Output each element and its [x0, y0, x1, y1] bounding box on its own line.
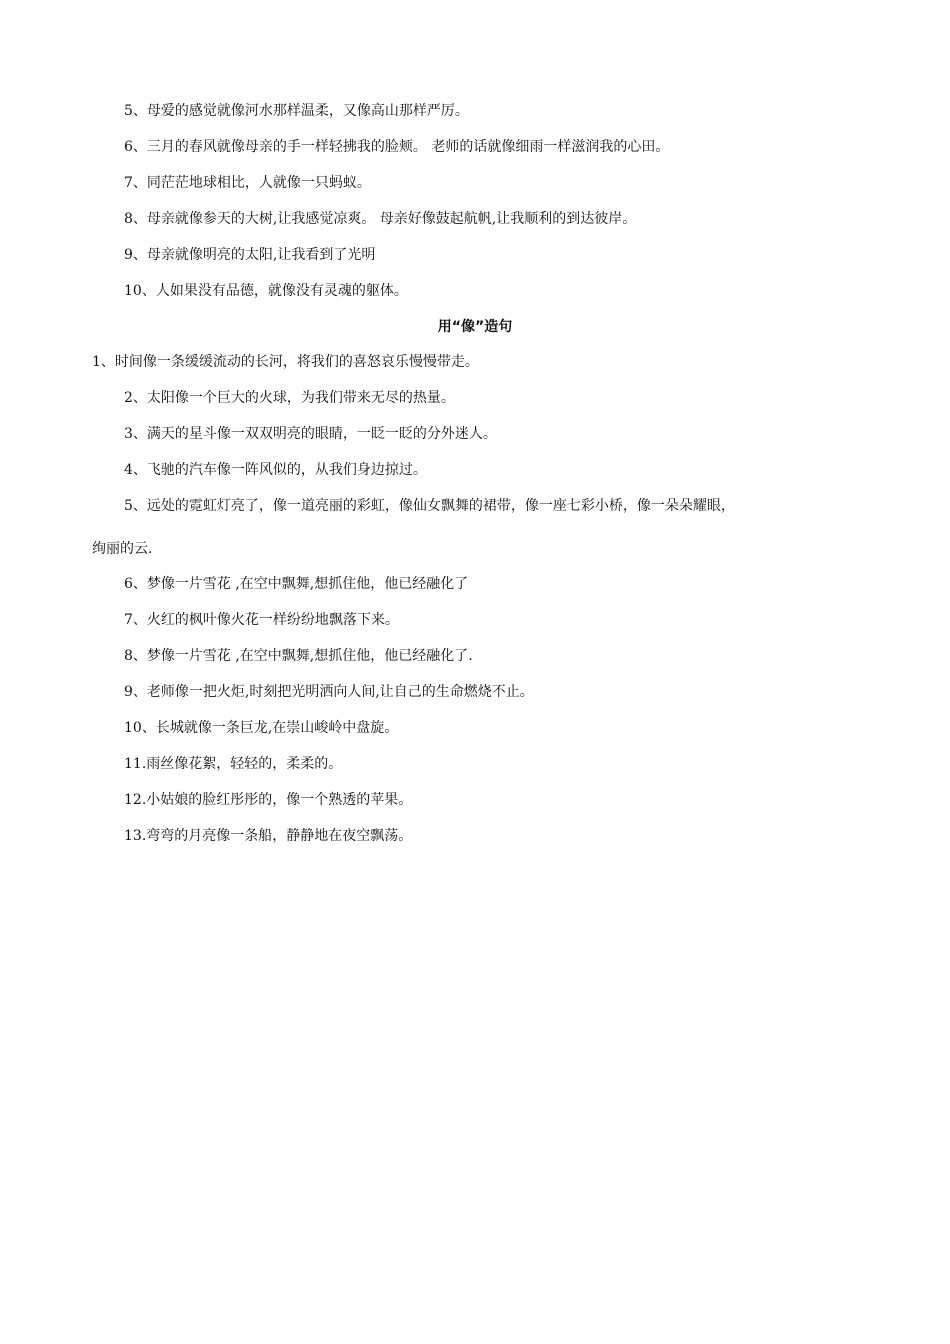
sentence-line: 7、火红的枫叶像火花一样纷纷地飘落下来。 — [124, 612, 399, 628]
sentence-line: 13.弯弯的月亮像一条船，静静地在夜空飘荡。 — [124, 828, 413, 844]
sentence-line: 5、远处的霓虹灯亮了，像一道亮丽的彩虹，像仙女飘舞的裙带，像一座七彩小桥，像一朵朵耀眼， — [124, 498, 735, 514]
sentence-line: 7、同茫茫地球相比，人就像一只蚂蚁。 — [124, 175, 371, 191]
sentence-line: 5、母爱的感觉就像河水那样温柔，又像高山那样严厉。 — [124, 103, 469, 119]
sentence-line: 2、太阳像一个巨大的火球，为我们带来无尽的热量。 — [124, 390, 455, 406]
sentence-line: 10、长城就像一条巨龙,在崇山峻岭中盘旋。 — [124, 720, 399, 736]
section-title: 用“像”造句 — [437, 319, 513, 335]
sentence-line-continuation: 绚丽的云. — [92, 541, 153, 557]
sentence-line: 3、满天的星斗像一双双明亮的眼睛，一眨一眨的分外迷人。 — [124, 426, 497, 442]
sentence-line: 4、飞驰的汽车像一阵风似的，从我们身边掠过。 — [124, 462, 427, 478]
sentence-line: 12.小姑娘的脸红彤彤的，像一个熟透的苹果。 — [124, 792, 413, 808]
sentence-line: 10、人如果没有品德，就像没有灵魂的躯体。 — [124, 283, 408, 299]
sentence-line: 1、时间像一条缓缓流动的长河，将我们的喜怒哀乐慢慢带走。 — [92, 354, 479, 370]
sentence-line: 8、梦像一片雪花 ,在空中飘舞,想抓住他，他已经融化了. — [124, 648, 473, 664]
sentence-line: 6、三月的春风就像母亲的手一样轻拂我的脸颊。 老师的话就像细雨一样滋润我的心田。 — [124, 139, 670, 155]
sentence-line: 9、母亲就像明亮的太阳,让我看到了光明 — [124, 247, 376, 263]
sentence-line: 11.雨丝像花絮，轻轻的，柔柔的。 — [124, 756, 343, 772]
sentence-line: 9、老师像一把火炬,时刻把光明洒向人间,让自己的生命燃烧不止。 — [124, 684, 534, 700]
sentence-line: 6、梦像一片雪花 ,在空中飘舞,想抓住他，他已经融化了 — [124, 576, 469, 592]
sentence-line: 8、母亲就像参天的大树,让我感觉凉爽。 母亲好像鼓起航帆,让我顺利的到达彼岸。 — [124, 211, 637, 227]
